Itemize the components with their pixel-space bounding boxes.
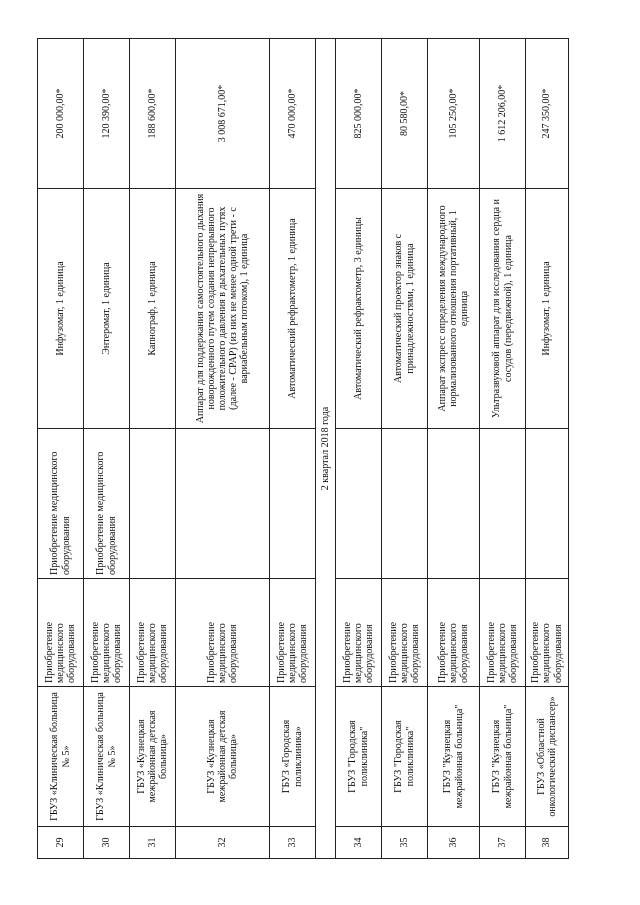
equipment-description: Аппарат для поддержания самостоятельного дыхания новорожденного путем создания непрерывного положительного давления в дыхательных путях (далее - CPAP) (из них не менее одной трети - с вариабельным потоком), 1 единица [176,189,270,429]
rotated-page [37,39,568,859]
cost: 247 350,00* [526,39,569,189]
equipment-description: Автоматический рефрактометр, 1 единица [270,189,316,429]
equipment-table [37,38,569,859]
work-type-2 [176,429,270,579]
table-row [480,39,526,859]
work-type: Приобретение медицинского оборудования [176,579,270,687]
work-type: Приобретение медицинского оборудования [38,579,84,687]
work-type: Приобретение медицинского оборудования [270,579,316,687]
work-type: Приобретение медицинского оборудования [480,579,526,687]
work-type: Приобретение медицинского оборудования [84,579,130,687]
table-row [270,39,316,859]
row-number: 36 [428,827,480,859]
work-type: Приобретение медицинского оборудования [526,579,569,687]
organization: ГБУЗ «Областной онкологический диспансер» [526,687,569,827]
table-row [382,39,428,859]
organization: ГБУЗ «Клиническая больница № 5» [84,687,130,827]
work-type-2 [382,429,428,579]
organization: ГБУЗ «Кузнецкая межрайонная детская больница» [176,687,270,827]
work-type-2 [130,429,176,579]
cost: 1 612 206,00* [480,39,526,189]
row-number: 30 [84,827,130,859]
work-type-2: Приобретение медицинского оборудования [38,429,84,579]
work-type-2 [480,429,526,579]
table-row [176,39,270,859]
cost: 188 600,00* [130,39,176,189]
cost: 3 008 671,00* [176,39,270,189]
quarter-row [316,39,336,859]
cost: 105 250,00* [428,39,480,189]
work-type: Приобретение медицинского оборудования [130,579,176,687]
equipment-description: Инфузомат, 1 единица [526,189,569,429]
organization: ГБУЗ «Кузнецкая межрайонная детская больница» [130,687,176,827]
work-type-2 [336,429,382,579]
row-number: 38 [526,827,569,859]
equipment-description: Капнограф, 1 единица [130,189,176,429]
row-number: 37 [480,827,526,859]
table-row [130,39,176,859]
row-number: 31 [130,827,176,859]
organization: ГБУЗ "Кузнецкая межрайонная больница" [428,687,480,827]
organization: ГБУЗ «Городская поликлиника» [270,687,316,827]
row-number: 35 [382,827,428,859]
cost: 120 390,00* [84,39,130,189]
table-row [84,39,130,859]
work-type-2 [270,429,316,579]
cost: 470 000,00* [270,39,316,189]
equipment-description: Ультразвуковой аппарат для исследования сердца и сосудов (передвижной), 1 единица [480,189,526,429]
equipment-description: Аппарат экспресс определения международного нормализованного отношения портативный, 1 единица [428,189,480,429]
table-row [336,39,382,859]
row-number: 33 [270,827,316,859]
work-type: Приобретение медицинского оборудования [336,579,382,687]
table-row [428,39,480,859]
cost: 200 000,00* [38,39,84,189]
work-type: Приобретение медицинского оборудования [382,579,428,687]
equipment-description: Энтеромат, 1 единица [84,189,130,429]
work-type-2 [526,429,569,579]
work-type-2: Приобретение медицинского оборудования [84,429,130,579]
equipment-description: Автоматический рефрактометр, 3 единицы [336,189,382,429]
row-number: 32 [176,827,270,859]
quarter-label: 2 квартал 2018 года [316,39,336,859]
work-type-2 [428,429,480,579]
organization: ГБУЗ "Городская поликлиника" [382,687,428,827]
cost: 825 000,00* [336,39,382,189]
organization: ГБУЗ "Кузнецкая межрайонная больница" [480,687,526,827]
equipment-description: Автоматический проектор знаков с принадлежностями, 1 единица [382,189,428,429]
work-type: Приобретение медицинского оборудования [428,579,480,687]
row-number: 29 [38,827,84,859]
organization: ГБУЗ "Городская поликлиника" [336,687,382,827]
table-row [526,39,569,859]
equipment-description: Инфузомат, 1 единица [38,189,84,429]
table-row [38,39,84,859]
cost: 80 580,00* [382,39,428,189]
organization: ГБУЗ «Клиническая больница № 5» [38,687,84,827]
row-number: 34 [336,827,382,859]
